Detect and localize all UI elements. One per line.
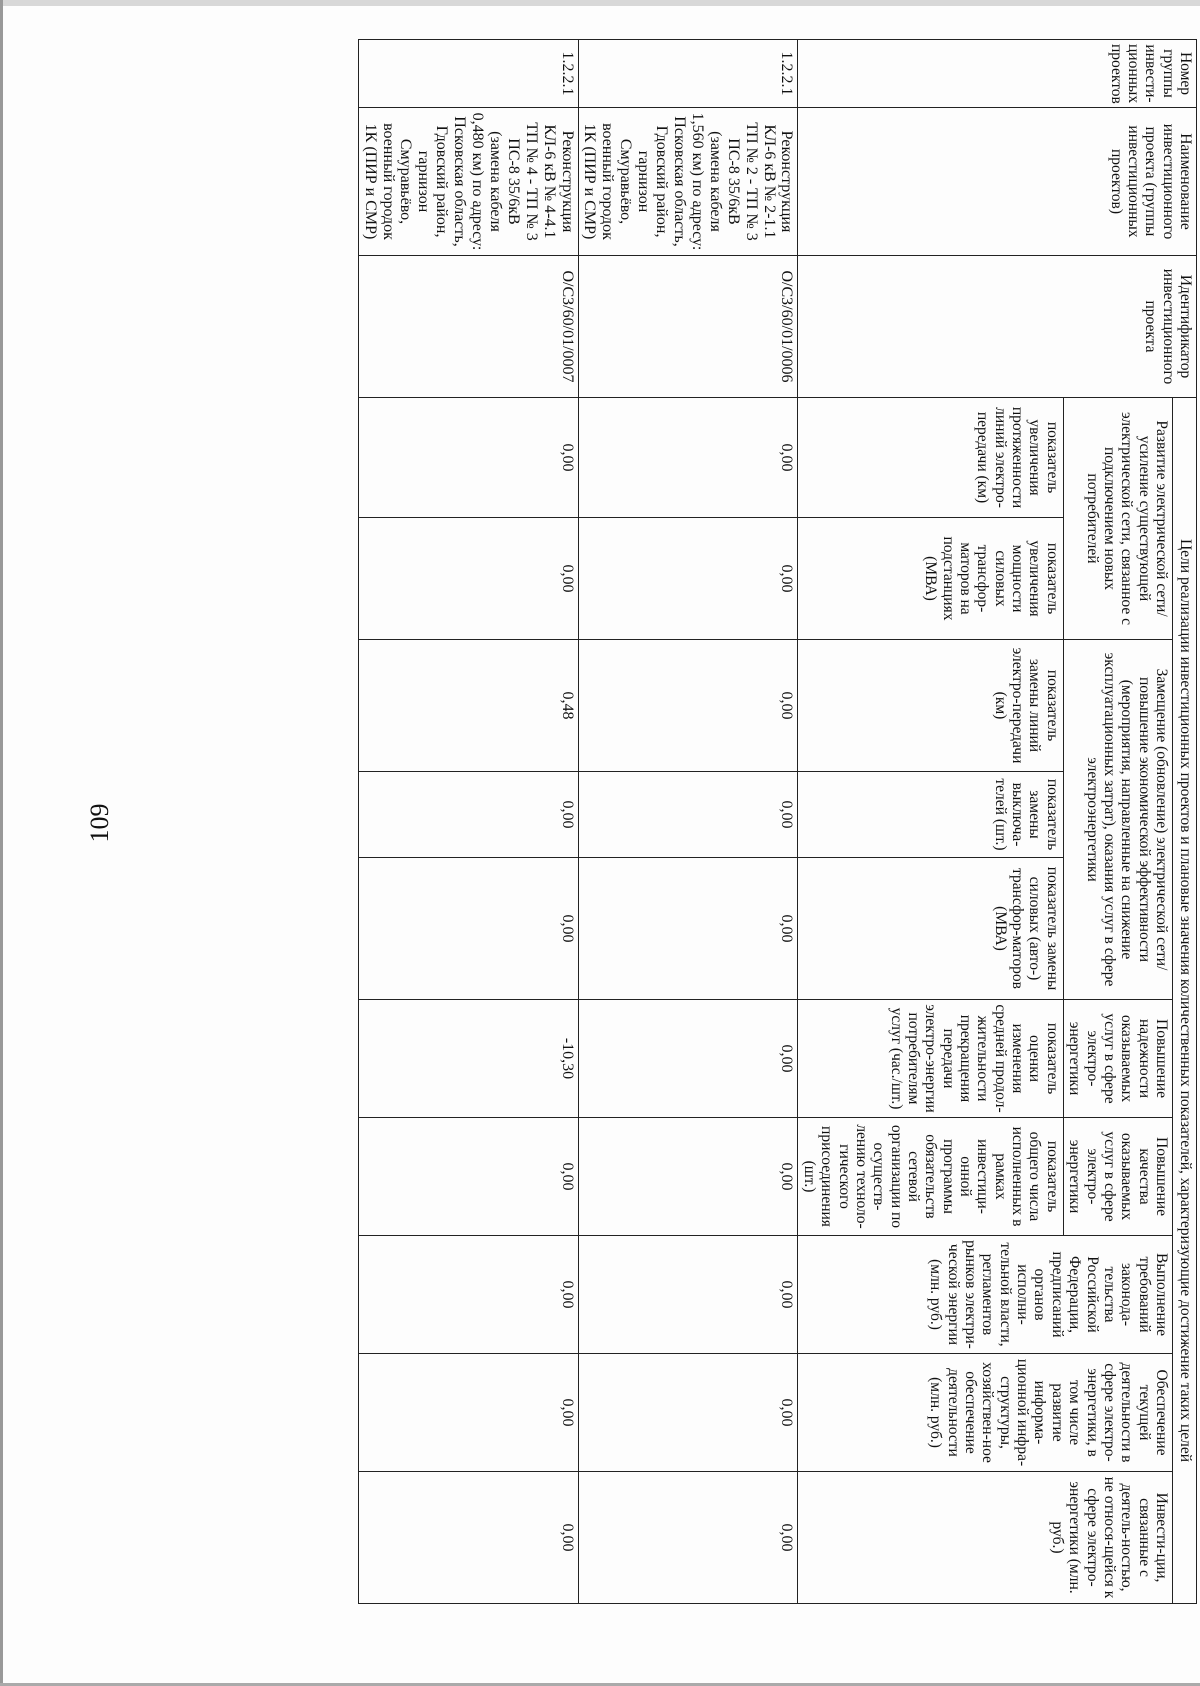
- header-group-support: Обеспечение текущей деятельности в сфере электро-энергетики, в том числе развитие информа-ционной инфра-структуры, хозяйствен-ное обеспечение деятельности (млн. руб.): [798, 1354, 1173, 1472]
- header-ind-interruption: показатель оценки изменения средней продол-жительности прекращения передачи электро-энергии потребителям услуг (час./шт.): [798, 1000, 1063, 1118]
- header-group-replacement: Замещение (обновление) электрической сети/повышение экономической эффективности (мероприятия, направленные на снижение эксплуатационных затрат), оказания услуг в сфере электроэнергетики: [1063, 640, 1172, 1000]
- row-value: 0,00: [578, 772, 798, 858]
- header-ind-transformer-replacement: показатель замены силовых (авто-) трансфор-маторов (МВА): [798, 858, 1063, 1000]
- header-project-name: Наименование инвестиционного проекта (группы инвестиционных проектов): [798, 108, 1197, 256]
- row-value: 0,00: [358, 858, 578, 1000]
- header-group-quality: Повышение качества оказываемых услуг в сфере электро-энергетики: [1063, 1118, 1172, 1236]
- header-group-development: Развитие электрической сети/усиление существующей электрической сети, связанное с подключением новых потребителей: [1063, 398, 1172, 640]
- table-row: [358, 40, 578, 1604]
- row-number: 1.2.2.1: [358, 40, 578, 108]
- header-ind-line-replacement: показатель замены линий электро-передачи (км): [798, 640, 1063, 772]
- table-row: [578, 40, 798, 1604]
- row-project-name: Реконструкция КЛ-6 кВ № 2-1.1 ТП № 2 - ТП № 3 ПС-8 35/6кВ (замена кабеля 1,560 км) по адресу: Псковская область, Гдовский район, гарнизон Смуравьёво, военный городок 1К (ПИР и СМР): [578, 108, 798, 256]
- row-value: 0,00: [578, 398, 798, 518]
- row-identifier: О/СЗ/60/01/0007: [358, 256, 578, 398]
- header-ind-line-length: показатель увеличения протяженности линий электро-передачи (км): [798, 398, 1063, 518]
- row-value: 0,00: [358, 518, 578, 640]
- header-group-number: Номер группы инвести-ционных проектов: [798, 40, 1197, 108]
- row-value: 0,00: [578, 1000, 798, 1118]
- header-group-requirements: Выполнение требований законода-тельства Российской Федерации, предписаний органов исполни-тельной власти, регламентов рынков электри-ческой энергии (млн. руб.): [798, 1236, 1173, 1354]
- row-project-name: Реконструкция КЛ-6 кВ № 4-4.1 ТП № 4 - ТП № 3 ПС-8 35/6кВ (замена кабеля 0,480 км) по адресу: Псковская область, Гдовский район, гарнизон Смуравьёво, военный городок 1К (ПИР и СМР): [358, 108, 578, 256]
- row-value: -10,30: [358, 1000, 578, 1118]
- row-value: 0,00: [358, 1472, 578, 1604]
- header-ind-breakers: показатель замены выключа-телей (шт.): [798, 772, 1063, 858]
- rotated-sheet: [167, 39, 1197, 1603]
- header-ind-connection: показатель общего числа исполненных в рамках инвестици-онной программы обязательств сетевой организации по осуществ-лению техноло-гического присоединения (шт.): [798, 1118, 1063, 1236]
- page-number: 109: [85, 803, 114, 843]
- row-number: 1.2.2.1: [578, 40, 798, 108]
- row-value: 0,00: [358, 1236, 578, 1354]
- row-value: 0,00: [578, 518, 798, 640]
- row-value: 0,00: [578, 640, 798, 772]
- row-value: 0,00: [578, 1472, 798, 1604]
- header-group-other: Инвести-ции, связанные с деятель-ностью, не относя-щейся к сфере электро-энергетики (млн. руб.): [798, 1472, 1173, 1604]
- row-value: 0,00: [578, 1236, 798, 1354]
- table-blank-area: [88, 40, 358, 1604]
- row-value: 0,00: [578, 1354, 798, 1472]
- row-value: 0,00: [358, 1354, 578, 1472]
- header-group-reliability: Повышение надежности оказываемых услуг в сфере электро-энергетики: [1063, 1000, 1172, 1118]
- header-identifier: Идентификатор инвестиционного проекта: [798, 256, 1197, 398]
- scan-edge-left: [0, 0, 3, 1686]
- row-value: 0,48: [358, 640, 578, 772]
- row-value: 0,00: [578, 1118, 798, 1236]
- row-identifier: О/СЗ/60/01/0006: [578, 256, 798, 398]
- header-ind-transformer-capacity: показатель увеличения мощности силовых трансфор-маторов на подстанциях (МВА): [798, 518, 1063, 640]
- row-value: 0,00: [358, 398, 578, 518]
- header-goals: Цели реализации инвестиционных проектов и плановые значения количественных показателей, характеризующие достижение таких целей: [1173, 398, 1197, 1604]
- row-value: 0,00: [578, 858, 798, 1000]
- investment-goals-table: [88, 39, 1197, 1604]
- scan-edge-top: [0, 0, 1200, 6]
- row-value: 0,00: [358, 772, 578, 858]
- row-value: 0,00: [358, 1118, 578, 1236]
